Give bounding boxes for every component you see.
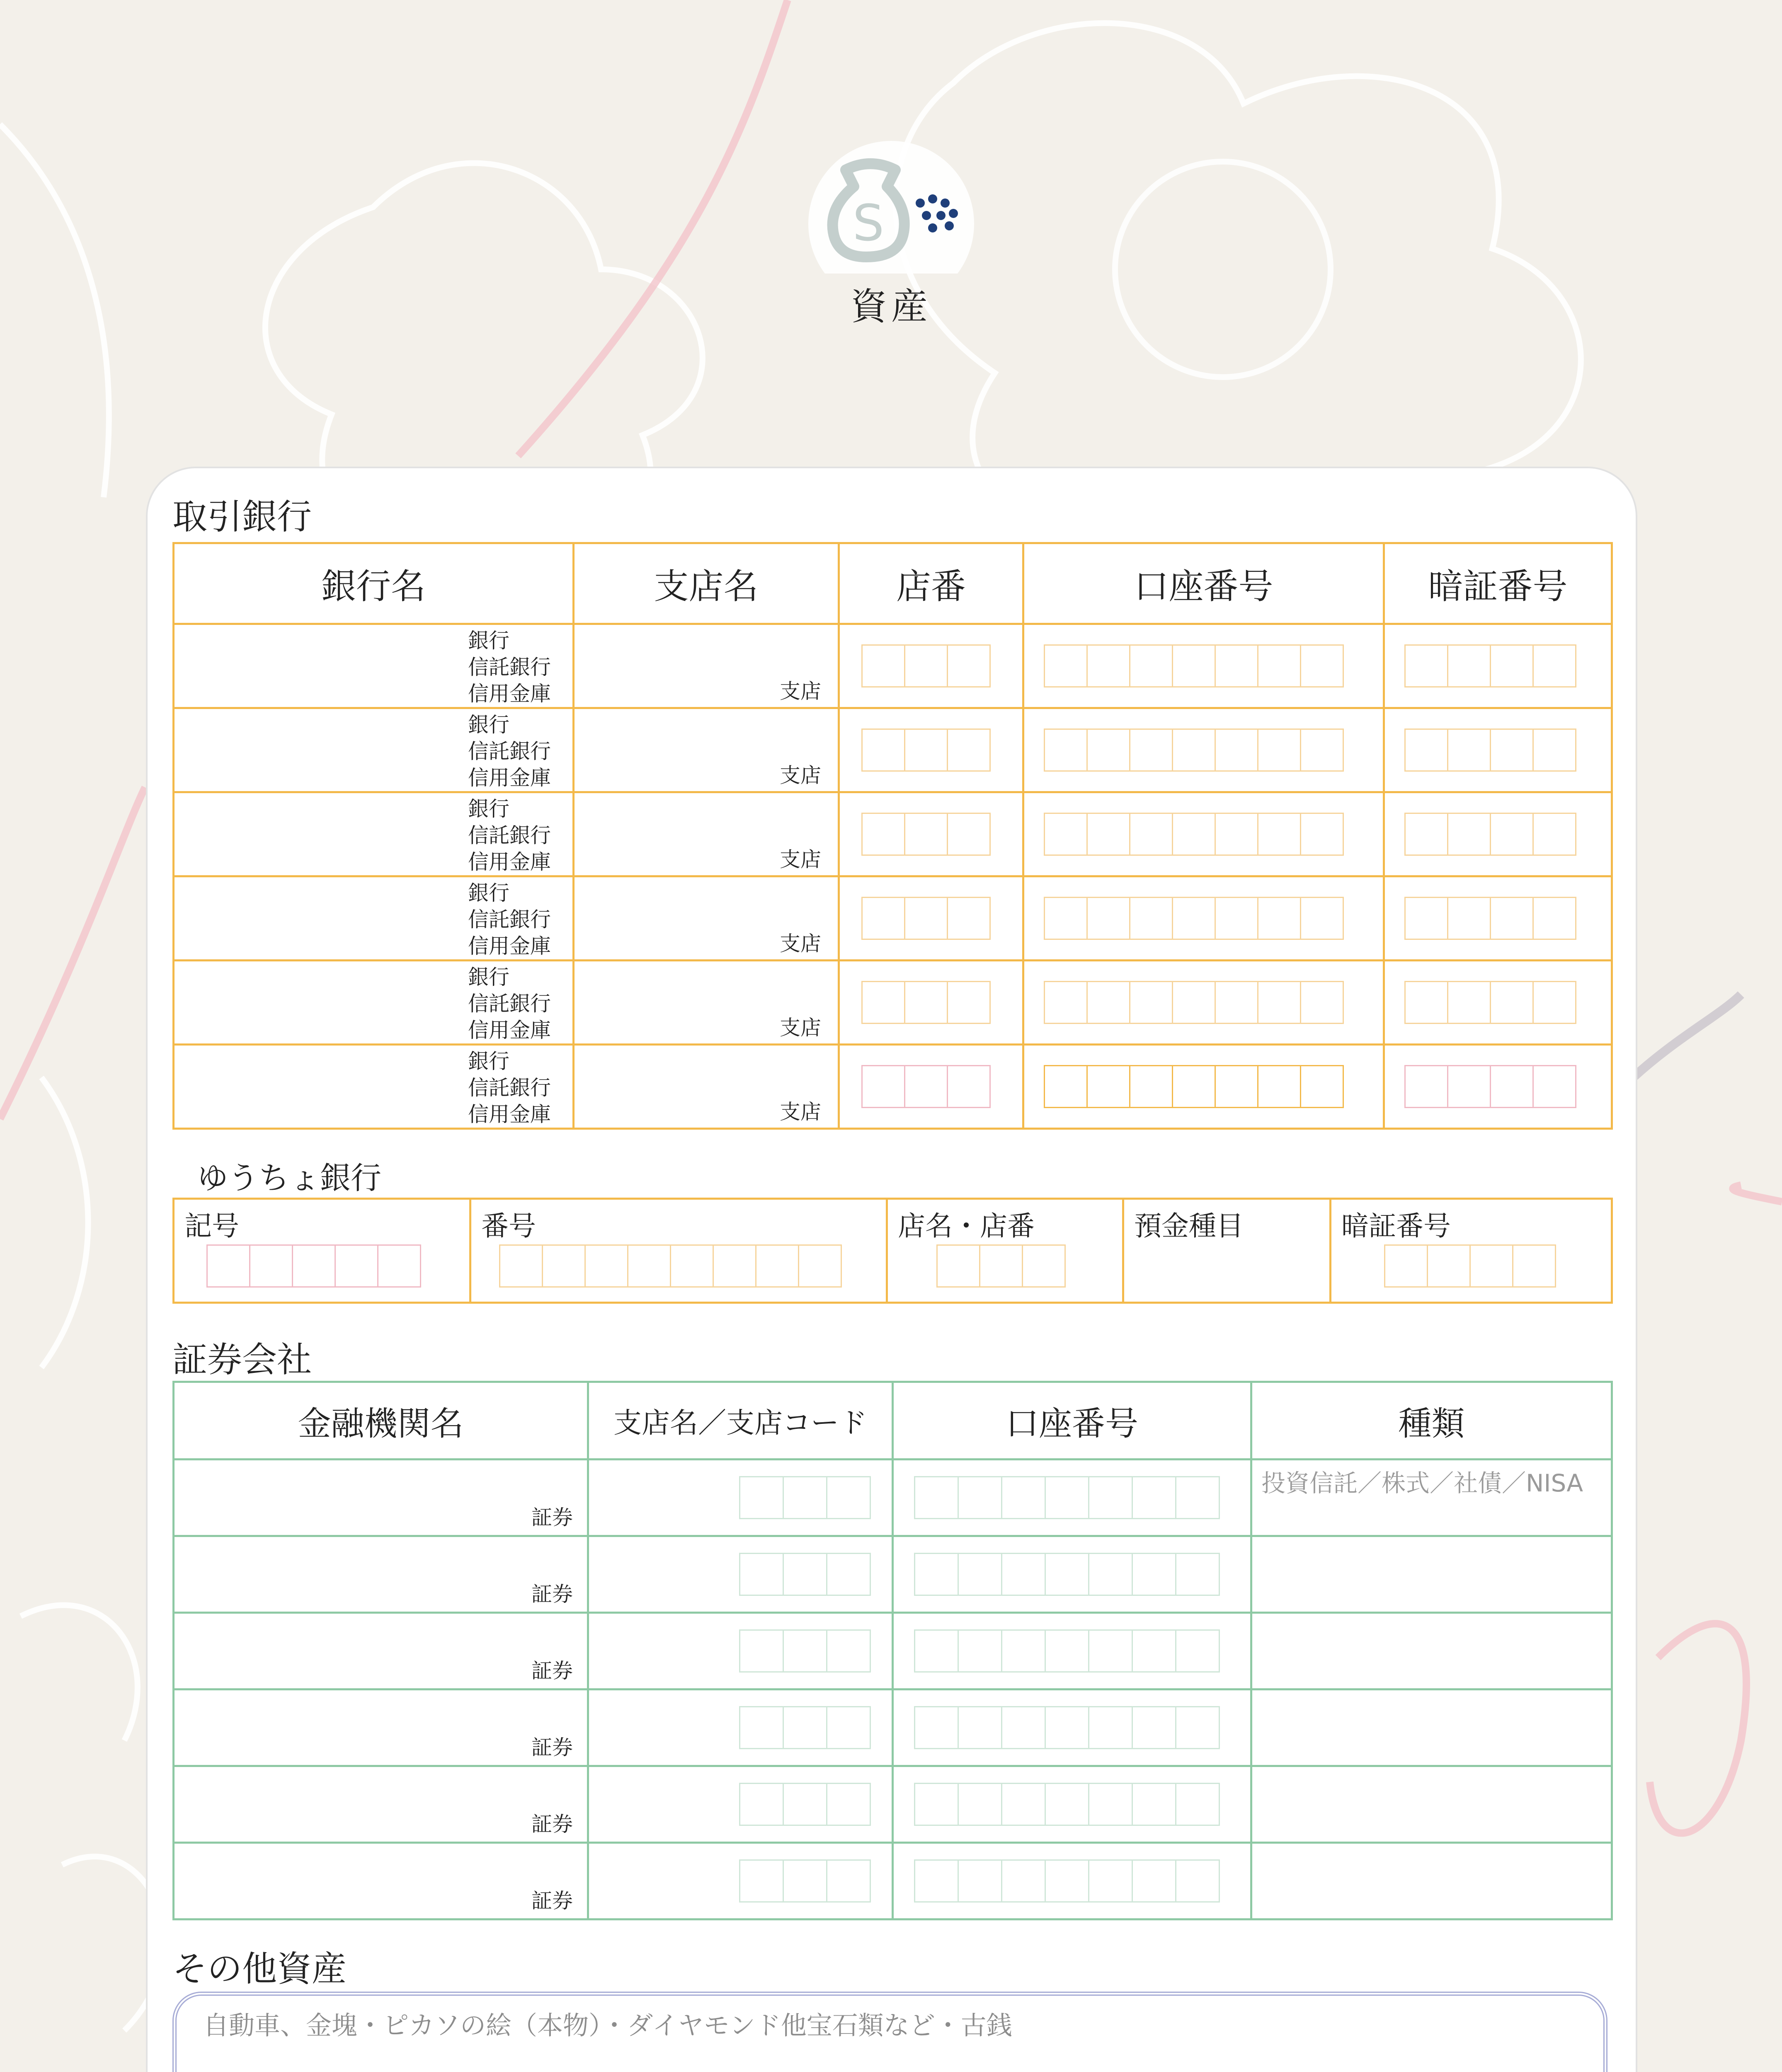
branch-number-cell[interactable] xyxy=(839,961,1023,1045)
bank-name-cell[interactable] xyxy=(174,1045,574,1129)
pin-boxes[interactable] xyxy=(1406,897,1576,940)
branch-code-boxes[interactable] xyxy=(740,1553,871,1596)
securities-row xyxy=(174,1843,1612,1920)
bank-kind-bank[interactable]: 銀行 xyxy=(468,629,509,653)
bank-row xyxy=(174,624,1612,708)
branch-number-cell[interactable] xyxy=(839,792,1023,876)
pin-cell[interactable] xyxy=(1384,708,1612,792)
branch-code-boxes[interactable] xyxy=(740,1706,871,1749)
branch-code-cell[interactable] xyxy=(588,1613,893,1690)
account-number-boxes[interactable] xyxy=(1045,644,1344,687)
header-branch-name: 支店名 xyxy=(574,543,839,624)
yucho-symbol-boxes[interactable] xyxy=(208,1244,421,1288)
bank-row xyxy=(174,1045,1612,1129)
institution-name-cell[interactable] xyxy=(174,1690,588,1766)
bank-table xyxy=(172,542,1613,1130)
institution-name-cell[interactable] xyxy=(174,1613,588,1690)
sec-account-boxes[interactable] xyxy=(915,1629,1220,1673)
branch-suffix: 支店 xyxy=(780,679,821,703)
branch-code-cell[interactable] xyxy=(588,1460,893,1536)
branch-name-cell[interactable] xyxy=(574,1045,839,1129)
money-bag-icon xyxy=(767,141,1016,274)
bank-row xyxy=(174,708,1612,792)
bank-kind-shinkin[interactable]: 信用金庫 xyxy=(468,1018,551,1042)
yucho-symbol-label: 記号 xyxy=(184,1210,239,1242)
account-number-boxes[interactable] xyxy=(1045,813,1344,856)
sec-account-boxes[interactable] xyxy=(915,1783,1220,1826)
bank-name-cell[interactable] xyxy=(174,708,574,792)
branch-number-cell[interactable] xyxy=(839,624,1023,708)
pin-boxes[interactable] xyxy=(1406,644,1576,687)
branch-code-boxes[interactable] xyxy=(740,1476,871,1519)
securities-row xyxy=(174,1690,1612,1766)
branch-code-cell[interactable] xyxy=(588,1766,893,1843)
header-institution-name: 金融機関名 xyxy=(174,1382,588,1460)
sec-account-number-cell[interactable] xyxy=(893,1536,1251,1613)
bank-kind-options xyxy=(468,796,551,875)
securities-suffix: 証券 xyxy=(531,1889,573,1913)
branch-number-cell[interactable] xyxy=(839,1045,1023,1129)
securities-suffix: 証券 xyxy=(531,1506,573,1530)
yucho-number-cell[interactable] xyxy=(470,1199,887,1303)
bank-kind-options xyxy=(468,964,551,1043)
bank-kind-trust[interactable]: 信託銀行 xyxy=(468,908,551,932)
yucho-number-boxes[interactable] xyxy=(500,1244,842,1288)
securities-suffix: 証券 xyxy=(531,1812,573,1836)
account-number-boxes[interactable] xyxy=(1045,981,1344,1024)
kind-cell[interactable] xyxy=(1251,1613,1612,1690)
bank-kind-trust[interactable]: 信託銀行 xyxy=(468,739,551,763)
securities-suffix: 証券 xyxy=(531,1582,573,1606)
bank-header-row xyxy=(174,543,1612,624)
yucho-branch-boxes[interactable] xyxy=(938,1244,1066,1288)
kind-cell[interactable] xyxy=(1251,1690,1612,1766)
branch-code-boxes[interactable] xyxy=(740,1629,871,1673)
account-number-cell[interactable] xyxy=(1023,876,1384,961)
branch-code-cell[interactable] xyxy=(588,1536,893,1613)
branch-name-cell[interactable] xyxy=(574,876,839,961)
branch-code-boxes[interactable] xyxy=(740,1783,871,1826)
yucho-table xyxy=(172,1198,1613,1304)
branch-number-boxes[interactable] xyxy=(863,729,991,772)
header-sec-account-number: 口座番号 xyxy=(893,1382,1251,1460)
branch-suffix: 支店 xyxy=(780,1016,821,1040)
bank-kind-bank[interactable]: 銀行 xyxy=(468,797,509,821)
yucho-pin-boxes[interactable] xyxy=(1385,1244,1556,1288)
account-number-boxes[interactable] xyxy=(1045,1065,1344,1108)
header-branch-code: 支店名／支店コード xyxy=(588,1382,893,1460)
other-assets-box[interactable] xyxy=(172,1992,1607,2072)
sec-account-number-cell[interactable] xyxy=(893,1613,1251,1690)
bank-kind-shinkin[interactable]: 信用金庫 xyxy=(468,934,551,958)
pin-cell[interactable] xyxy=(1384,961,1612,1045)
bank-kind-options xyxy=(468,627,551,707)
bank-kind-bank[interactable]: 銀行 xyxy=(468,881,509,905)
institution-name-cell[interactable] xyxy=(174,1766,588,1843)
securities-suffix: 証券 xyxy=(531,1659,573,1683)
account-number-cell[interactable] xyxy=(1023,1045,1384,1129)
bank-kind-trust[interactable]: 信託銀行 xyxy=(468,823,551,847)
bank-kind-shinkin[interactable]: 信用金庫 xyxy=(468,766,551,790)
securities-table xyxy=(172,1381,1613,1920)
branch-suffix: 支店 xyxy=(780,763,821,787)
pin-boxes[interactable] xyxy=(1406,813,1576,856)
header-account-number: 口座番号 xyxy=(1023,543,1384,624)
pin-boxes[interactable] xyxy=(1406,1065,1576,1108)
bank-kind-trust[interactable]: 信託銀行 xyxy=(468,992,551,1016)
branch-number-boxes[interactable] xyxy=(863,813,991,856)
account-number-cell[interactable] xyxy=(1023,961,1384,1045)
branch-number-cell[interactable] xyxy=(839,708,1023,792)
institution-name-cell[interactable] xyxy=(174,1536,588,1613)
yucho-number-label: 番号 xyxy=(481,1210,536,1242)
bank-kind-bank[interactable]: 銀行 xyxy=(468,1049,509,1073)
yucho-pin-label: 暗証番号 xyxy=(1341,1210,1451,1242)
bank-name-cell[interactable] xyxy=(174,876,574,961)
bank-kind-shinkin[interactable]: 信用金庫 xyxy=(468,1102,551,1126)
account-number-cell[interactable] xyxy=(1023,624,1384,708)
bank-kind-trust[interactable]: 信託銀行 xyxy=(468,655,551,679)
sec-account-number-cell[interactable] xyxy=(893,1766,1251,1843)
branch-name-cell[interactable] xyxy=(574,624,839,708)
account-number-boxes[interactable] xyxy=(1045,897,1344,940)
header-bank-name: 銀行名 xyxy=(174,543,574,624)
bank-kind-bank[interactable]: 銀行 xyxy=(468,713,509,737)
institution-name-cell[interactable] xyxy=(174,1843,588,1920)
bank-section-title: 取引銀行 xyxy=(172,496,312,537)
page-title: 資産 xyxy=(850,285,932,328)
pin-boxes[interactable] xyxy=(1406,729,1576,772)
sec-account-boxes[interactable] xyxy=(915,1553,1220,1596)
yucho-pin-cell[interactable] xyxy=(1331,1199,1612,1303)
institution-name-cell[interactable] xyxy=(174,1460,588,1536)
pin-cell[interactable] xyxy=(1384,624,1612,708)
yucho-branch-cell[interactable] xyxy=(887,1199,1123,1303)
branch-suffix: 支店 xyxy=(780,932,821,956)
branch-name-cell[interactable] xyxy=(574,961,839,1045)
yucho-row xyxy=(174,1199,1612,1303)
sec-account-boxes[interactable] xyxy=(915,1476,1220,1519)
branch-number-boxes[interactable] xyxy=(863,981,991,1024)
sec-account-boxes[interactable] xyxy=(915,1706,1220,1749)
branch-code-cell[interactable] xyxy=(588,1843,893,1920)
securities-section-title: 証券会社 xyxy=(172,1339,312,1380)
yucho-deposit-type-label: 預金種目 xyxy=(1134,1210,1244,1242)
bank-kind-bank[interactable]: 銀行 xyxy=(468,965,509,989)
header-pin: 暗証番号 xyxy=(1384,543,1612,624)
branch-number-cell[interactable] xyxy=(839,876,1023,961)
kind-hint: 投資信託／株式／社債／NISA xyxy=(1261,1469,1583,1497)
bank-kind-trust[interactable]: 信託銀行 xyxy=(468,1076,551,1100)
branch-code-boxes[interactable] xyxy=(740,1859,871,1903)
branch-number-boxes[interactable] xyxy=(863,897,991,940)
pin-cell[interactable] xyxy=(1384,1045,1612,1129)
branch-suffix: 支店 xyxy=(780,1100,821,1124)
pin-boxes[interactable] xyxy=(1406,981,1576,1024)
branch-number-boxes[interactable] xyxy=(863,1065,991,1108)
account-number-cell[interactable] xyxy=(1023,792,1384,876)
bank-name-cell[interactable] xyxy=(174,961,574,1045)
bank-kind-options xyxy=(468,1048,551,1128)
svg-text:S: S xyxy=(852,195,885,252)
sec-account-number-cell[interactable] xyxy=(893,1460,1251,1536)
yucho-deposit-type-cell[interactable] xyxy=(1123,1199,1331,1303)
branch-name-cell[interactable] xyxy=(574,792,839,876)
other-assets-hint: 自動車、金塊・ピカソの絵（本物）・ダイヤモンド他宝石類など・古銭 xyxy=(203,2010,1012,2041)
bank-name-cell[interactable] xyxy=(174,792,574,876)
bank-row xyxy=(174,876,1612,961)
kind-cell[interactable] xyxy=(1251,1460,1612,1536)
branch-name-cell[interactable] xyxy=(574,708,839,792)
kind-cell[interactable] xyxy=(1251,1536,1612,1613)
yucho-symbol-cell[interactable] xyxy=(174,1199,470,1303)
securities-header-row xyxy=(174,1382,1612,1460)
bank-name-cell[interactable] xyxy=(174,624,574,708)
branch-suffix: 支店 xyxy=(780,847,821,871)
bank-kind-options xyxy=(468,712,551,791)
pin-cell[interactable] xyxy=(1384,876,1612,961)
sec-account-boxes[interactable] xyxy=(915,1859,1220,1903)
yucho-section-title: ゆうちょ銀行 xyxy=(197,1160,381,1196)
securities-row xyxy=(174,1460,1612,1536)
bank-kind-shinkin[interactable]: 信用金庫 xyxy=(468,850,551,874)
yucho-branch-label: 店名・店番 xyxy=(898,1210,1035,1242)
header-branch-number: 店番 xyxy=(839,543,1023,624)
account-number-cell[interactable] xyxy=(1023,708,1384,792)
securities-suffix: 証券 xyxy=(531,1736,573,1760)
branch-code-cell[interactable] xyxy=(588,1690,893,1766)
other-assets-section-title: その他資産 xyxy=(172,1949,347,1989)
bank-kind-shinkin[interactable]: 信用金庫 xyxy=(468,682,551,706)
bank-row xyxy=(174,961,1612,1045)
bank-kind-options xyxy=(468,880,551,959)
sec-account-number-cell[interactable] xyxy=(893,1690,1251,1766)
kind-cell[interactable] xyxy=(1251,1843,1612,1920)
page-header xyxy=(767,141,1016,356)
sec-account-number-cell[interactable] xyxy=(893,1843,1251,1920)
bank-row xyxy=(174,792,1612,876)
securities-row xyxy=(174,1613,1612,1690)
account-number-boxes[interactable] xyxy=(1045,729,1344,772)
securities-row xyxy=(174,1536,1612,1613)
header-kind: 種類 xyxy=(1251,1382,1612,1460)
securities-row xyxy=(174,1766,1612,1843)
kind-cell[interactable] xyxy=(1251,1766,1612,1843)
branch-number-boxes[interactable] xyxy=(863,644,991,687)
pin-cell[interactable] xyxy=(1384,792,1612,876)
